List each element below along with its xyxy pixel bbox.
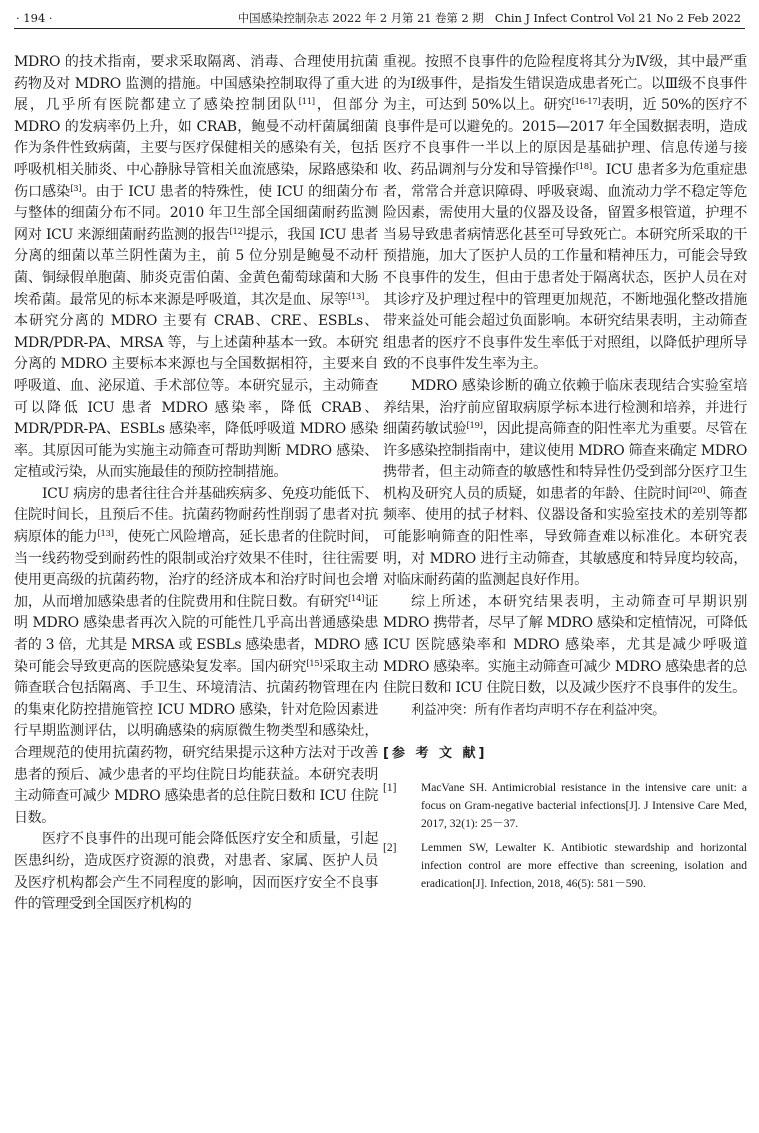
conflict-of-interest: 利益冲突：所有作者均声明不存在利益冲突。 [411, 702, 666, 718]
left-column [14, 52, 378, 916]
paragraph: MDRO 的技术指南，要求采取隔离、消毒、合理使用抗菌药物及对 MDRO 监测的措施。中国感染控制取得了重大进展，几乎所有医院都建立了感染控制团队[11]，但部分 MDRO 的发病率仍上升，如 CRAB，鲍曼不动杆菌属细菌作为条件性致病菌，主要与医疗保健相关的感染有关，包括呼吸机相关肺炎、中心静脉导管相关血流感染，尿路感染和伤口感染[3]。由于 ICU 患者的特殊性，使 ICU 的细菌分布与整体的细菌分布不同。2010 年卫生部全国细菌耐药监测网对 ICU 来源细菌耐药监测的报告[12]提示，我国 ICU 患者分离的细菌以革兰阴性菌为主，前 5 位分别是鲍曼不动杆菌、铜绿假单胞菌、肺炎克雷伯菌、金黄色葡萄球菌和大肠埃希菌。最常见的标本来源是呼吸道，其次是血、尿等[13]。本研究分离的 MDRO 主要有 CRAB、CRE、ESBLs、MDR/PDR-PA、MRSA 等，与上述菌种基本一致。本研究分离的 MDRO 主要标本来源也与全国数据相符，主要来自呼吸道、血、泌尿道、手术部位等。本研究显示，主动筛查可以降低 ICU 患者 MDRO 感染率，降低 CRAB、MDR/PDR-PA、ESBLs 感染率，降低呼吸道 MDRO 感染率。其原因可能为实施主动筛查可帮助判断 MDRO 感染、定植或污染，从而实施最佳的预防控制措施。 [14, 54, 378, 481]
paragraph: MDRO 感染诊断的确立依赖于临床表现结合实验室培养结果，治疗前应留取病原学标本进行检测和培养，并进行细菌药敏试验[19]，因此提高筛查的阳性率尤为重要。尽管在许多感染控制指南中，建议使用 MDRO 筛查来确定 MDRO 携带者，但主动筛查的敏感性和特异性仍受到部分医疗卫生机构及研究人员的质疑，如患者的年龄、住院时间[20]、筛查频率、使用的拭子材料、仪器设备和实验室技术的差别等都可能影响筛查的阳性率，导致筛查难以标准化。本研究表明，对 MDRO 进行主动筛查，其敏感度和特异度均较高，对临床耐药菌的监测起良好作用。 [383, 377, 748, 589]
reference-number: [2] [383, 842, 397, 854]
page-number: · 194 · [16, 11, 53, 25]
running-header [14, 8, 745, 29]
reference-text: MacVane SH. Antimicrobial resistance in the intensive care unit: a focus on Gram-negative bacterial infections[J]. J Intensive Care Med, 2017, 32(1): 25－37. [421, 782, 747, 830]
paragraph: 医疗不良事件的出现可能会降低医疗安全和质量，引起医患纠纷，造成医疗资源的浪费，对患者、家属、医护人员及医疗机构都会产生不同程度的影响，因而医疗安全不良事件的管理受到全国医疗机构的 [14, 831, 378, 913]
references-heading: [参 考 文 献] [383, 746, 488, 762]
citation: [15] [306, 658, 323, 669]
paragraph: 重视。按照不良事件的危险程度将其分为Ⅳ级，其中最严重的为Ⅰ级事件，是指发生错误造成患者死亡。以Ⅲ级不良事件为主，可达到 50%以上。研究[16-17]表明，近 50%的医疗不良事件是可以避免的。2015—2017 年全国数据表明，造成医疗不良事件一半以上的原因是基础护理、信息传递与接收、药品调剂与分发和导管操作[18]。ICU 患者多为危重症患者，常常合并意识障碍、呼吸衰竭、血流动力学不稳定等危险因素，需使用大量的仪器及设备，留置多根管道，护理不当易导致患者病情恶化甚至可导致死亡。本研究所采取的干预措施，加大了医护人员的工作量和精神压力，可能会导致不良事件的发生，但由于患者处于隔离状态，医护人员在对其诊疗及护理过程中的管理更加规范，不断地强化整改措施带来益处可能会超过负面影响。本研究结果表明，主动筛查组患者的医疗不良事件发生率低于对照组，以降低护理所导致的不良事件发生率为主。 [383, 54, 747, 373]
citation: [18] [575, 161, 592, 172]
citation: [3] [70, 183, 82, 194]
paragraph: 综上所述，本研究结果表明，主动筛查可早期识别 MDRO 携带者，尽早了解 MDRO 感染和定植情况，可降低 ICU 医院感染率和 MDRO 感染率，尤其是减少呼吸道 MDRO 感染率。实施主动筛查可减少 MDRO 感染患者的总住院日数和 ICU 住院日数，以及减少医疗不良事件的发生。 [383, 593, 748, 697]
journal-citation: 中国感染控制杂志 2022 年 2 月第 21 卷第 2 期 Chin J Infect Control Vol 21 No 2 Feb 2022 [237, 11, 741, 25]
reference-number: [1] [383, 782, 397, 794]
citation: [12] [229, 226, 246, 237]
citation: [13] [348, 291, 365, 302]
citation: [20] [689, 485, 706, 496]
citation: [19] [466, 421, 483, 432]
right-column [383, 52, 747, 899]
reference-list [383, 779, 747, 893]
citation: [14] [348, 593, 365, 604]
paragraph: ICU 病房的患者往往合并基础疾病多、免疫功能低下、住院时间长，且预后不佳。抗菌药物耐药性削弱了患者对抗病原体的能力[13]，使死亡风险增高，延长患者的住院时间，当一线药物受到耐药性的限制或治疗效果不佳时，往往需要使用更高级的抗菌药物，治疗的经济成本和治疗时间也会增加，从而增加感染患者的住院费用和住院日数。有研究[14]证明 MDRO 感染患者再次入院的可能性几乎高出普通感染患者的 3 倍，尤其是 MRSA 或 ESBLs 感染患者，MDRO 感染可能会导致更高的医院感染复发率。国内研究[15]采取主动筛查联合包括隔离、手卫生、环境清洁、抗菌药物管理在内的集束化防控措施管控 ICU MDRO 感染，针对危险因素进行早期监测评估，以明确感染的病原微生物类型和感染灶，合理规范的使用抗菌药物，研究结果提示这种方法对于改善患者的预后、减少患者的平均住院日均能获益。本研究表明主动筛查可减少 MDRO 感染患者的总住院日数和 ICU 住院日数。 [14, 485, 378, 826]
citation: [13] [97, 529, 114, 540]
citation: [16-17] [571, 97, 601, 108]
citation: [11] [298, 97, 315, 108]
reference-item [383, 779, 747, 833]
reference-item [383, 839, 747, 893]
reference-text: Lemmen SW, Lewalter K. Antibiotic stewardship and horizontal infection control are more effective than screening, isolation and eradication[J]. Infection, 2018, 46(5): 581－590. [421, 842, 747, 890]
